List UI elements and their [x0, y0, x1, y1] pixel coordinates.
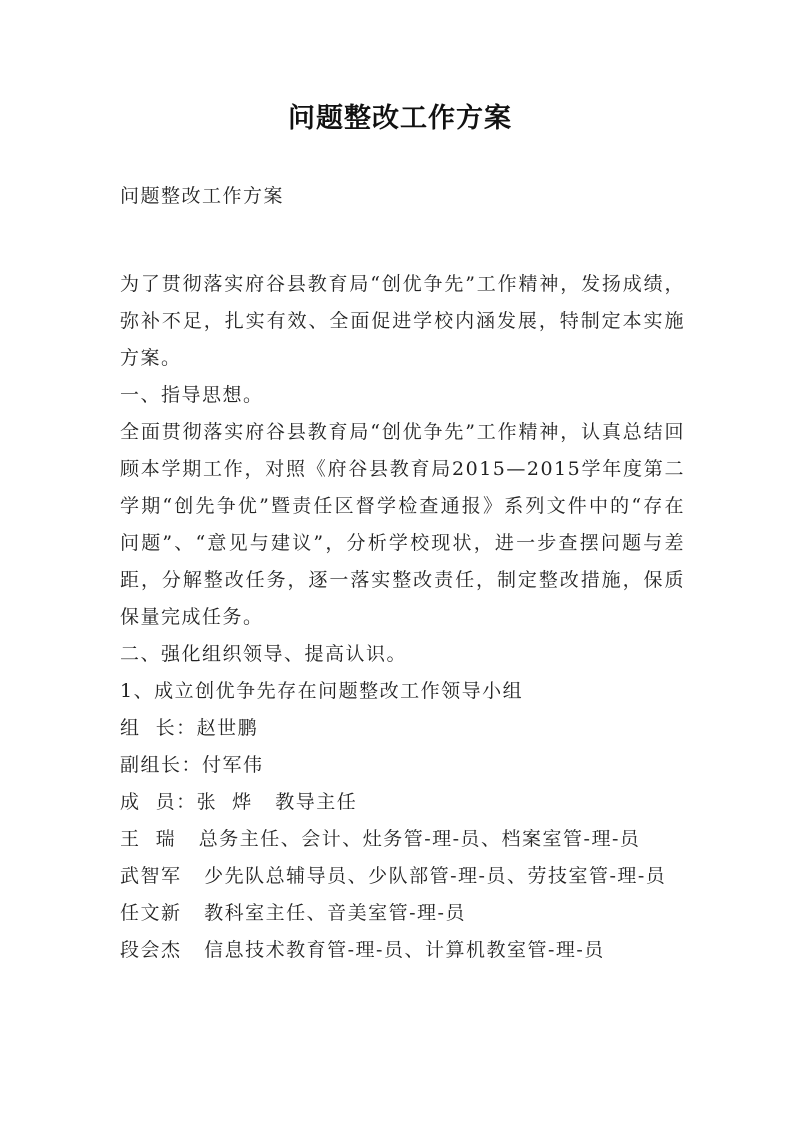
document-body	[120, 178, 685, 969]
section-1-heading: 一、指导思想。	[120, 384, 264, 406]
document-subtitle: 问题整改工作方案	[120, 185, 285, 207]
group-member-4: 任文新 教科室主任、音美室管-理-员	[120, 902, 466, 924]
group-member-5: 段会杰 信息技术教育管-理-员、计算机教室管-理-员	[120, 939, 605, 961]
section-2-item-1: 1、成立创优争先存在问题整改工作领导小组	[120, 680, 524, 702]
intro-paragraph: 为了贯彻落实府谷县教育局“创优争先”工作精神，发扬成绩，弥补不足，扎实有效、全面促进学校内涵发展，特制定本实施方案。	[120, 273, 685, 369]
spacer	[120, 252, 685, 266]
section-2-heading: 二、强化组织领导、提高认识。	[120, 643, 408, 665]
group-member-2: 王 瑞 总务主任、会计、灶务管-理-员、档案室管-理-员	[120, 828, 641, 850]
group-deputy-leader: 副组长：付军伟	[120, 754, 264, 776]
section-1-body: 全面贯彻落实府谷县教育局“创优争先”工作精神，认真总结回顾本学期工作，对照《府谷县教育局2015—2015学年度第二学期“创先争优”暨责任区督学检查通报》系列文件中的“存在问题”、“意见与建议”，分析学校现状，进一步查摆问题与差距，分解整改任务，逐一落实整改责任，制定整改措施，保质保量完成任务。	[120, 421, 685, 628]
group-leader: 组 长：赵世鹏	[120, 717, 259, 739]
group-member-1: 成 员：张 烨 教导主任	[120, 791, 358, 813]
document-title: 问题整改工作方案	[288, 103, 512, 134]
group-member-3: 武智军 少先队总辅导员、少队部管-理-员、劳技室管-理-员	[120, 865, 667, 887]
